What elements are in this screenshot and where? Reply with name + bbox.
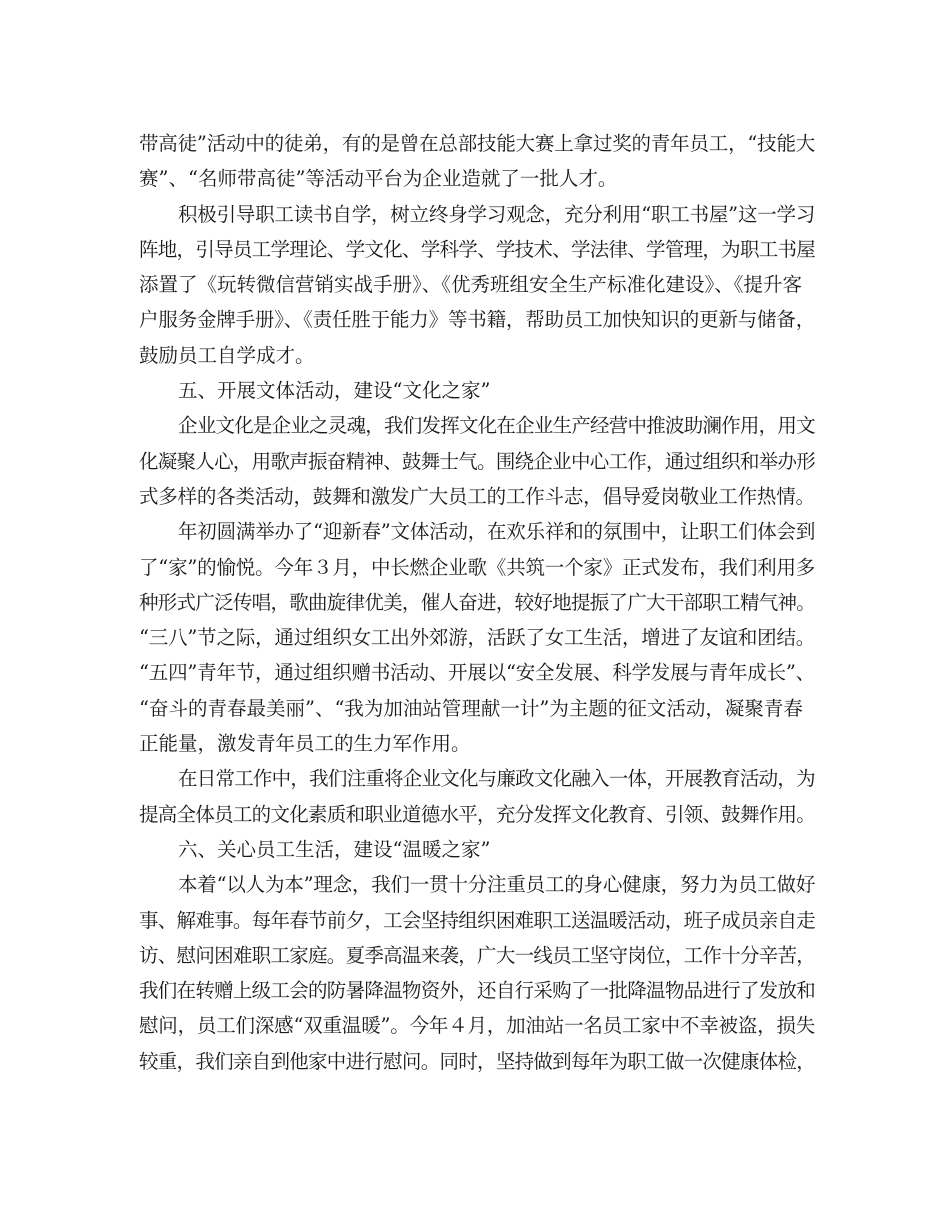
paragraph-start-line: 积极引导职工读书自学，树立终身学习观念，充分利用“职工书屋”这一学习	[178, 202, 816, 226]
text-line: 化凝聚人心，用歌声振奋精神、鼓舞士气。围绕企业中心工作，通过组织和举办形	[139, 449, 816, 473]
text-line: “奋斗的青春最美丽”、“我为加油站管理献一计”为主题的征文活动，凝聚青春	[139, 696, 803, 720]
text-line: 我们在转赠上级工会的防暑降温物资外，还自行采购了一批降温物品进行了发放和	[139, 979, 816, 1003]
text-line: 事、解难事。每年春节前夕，工会坚持组织困难职工送温暖活动，班子成员亲自走	[139, 908, 816, 932]
text-line: 带高徒”活动中的徒弟，有的是曾在总部技能大赛上拿过奖的青年员工，“技能大	[139, 132, 816, 155]
section-heading: 五、开展文体活动，建设“文化之家”	[178, 379, 491, 403]
text-line: 正能量，激发青年员工的生力军作用。	[139, 732, 471, 756]
paragraph-start-line: 企业文化是企业之灵魂，我们发挥文化在企业生产经营中推波助澜作用，用文	[178, 414, 815, 438]
text-line: 户服务金牌手册》、《责任胜于能力》等书籍，帮助员工加快知识的更新与储备，	[139, 308, 816, 332]
text-line: 提高全体员工的文化素质和职业道德水平，充分发挥文化教育、引领、鼓舞作用。	[139, 802, 816, 826]
text-line: “三八”节之际，通过组织女工出外郊游，活跃了女工生活，增进了友谊和团结。	[139, 626, 816, 650]
text-line: 鼓励员工自学成才。	[139, 343, 315, 367]
text-line: 式多样的各类活动，鼓舞和激发广大员工的工作斗志，倡导爱岗敬业工作热情。	[139, 484, 815, 508]
document-body	[139, 126, 815, 1079]
text-line: 访、慰问困难职工家庭。夏季高温来袭，广大一线员工坚守岗位，工作十分辛苦，	[139, 943, 816, 967]
paragraph-start-line: 年初圆满举办了“迎新春”文体活动，在欢乐祥和的氛围中，让职工们体会到	[178, 520, 816, 544]
text-line: 阵地，引导员工学理论、学文化、学科学、学技术、学法律、学管理，为职工书屋	[139, 237, 816, 261]
paragraph-start-line: 本着“以人为本”理念，我们一贯十分注重员工的身心健康，努力为员工做好	[178, 873, 816, 897]
paragraph-start-line: 在日常工作中，我们注重将企业文化与廉政文化融入一体，开展教育活动，为	[178, 767, 815, 791]
text-line: 较重，我们亲自到他家中进行慰问。同时，坚持做到每年为职工做一次健康体检，	[139, 1049, 816, 1073]
text-line: 赛”、“名师带高徒”等活动平台为企业造就了一批人才。	[139, 167, 618, 191]
text-line: 了“家”的愉悦。今年３月，中长燃企业歌《共筑一个家》正式发布，我们利用多	[139, 555, 816, 579]
text-line: 慰问，员工们深感“双重温暖”。今年４月，加油站一名员工家中不幸被盗，损失	[139, 1014, 816, 1038]
text-line: 添置了《玩转微信营销实战手册》、《优秀班组安全生产标准化建设》、《提升客	[139, 273, 803, 297]
text-line: 种形式广泛传唱，歌曲旋律优美，催人奋进，较好地提振了广大干部职工精气神。	[139, 590, 816, 614]
section-heading: 六、关心员工生活，建设“温暖之家”	[178, 837, 491, 861]
text-line: “五四”青年节，通过组织赠书活动、开展以“安全发展、科学发展与青年成长”、	[139, 661, 815, 685]
